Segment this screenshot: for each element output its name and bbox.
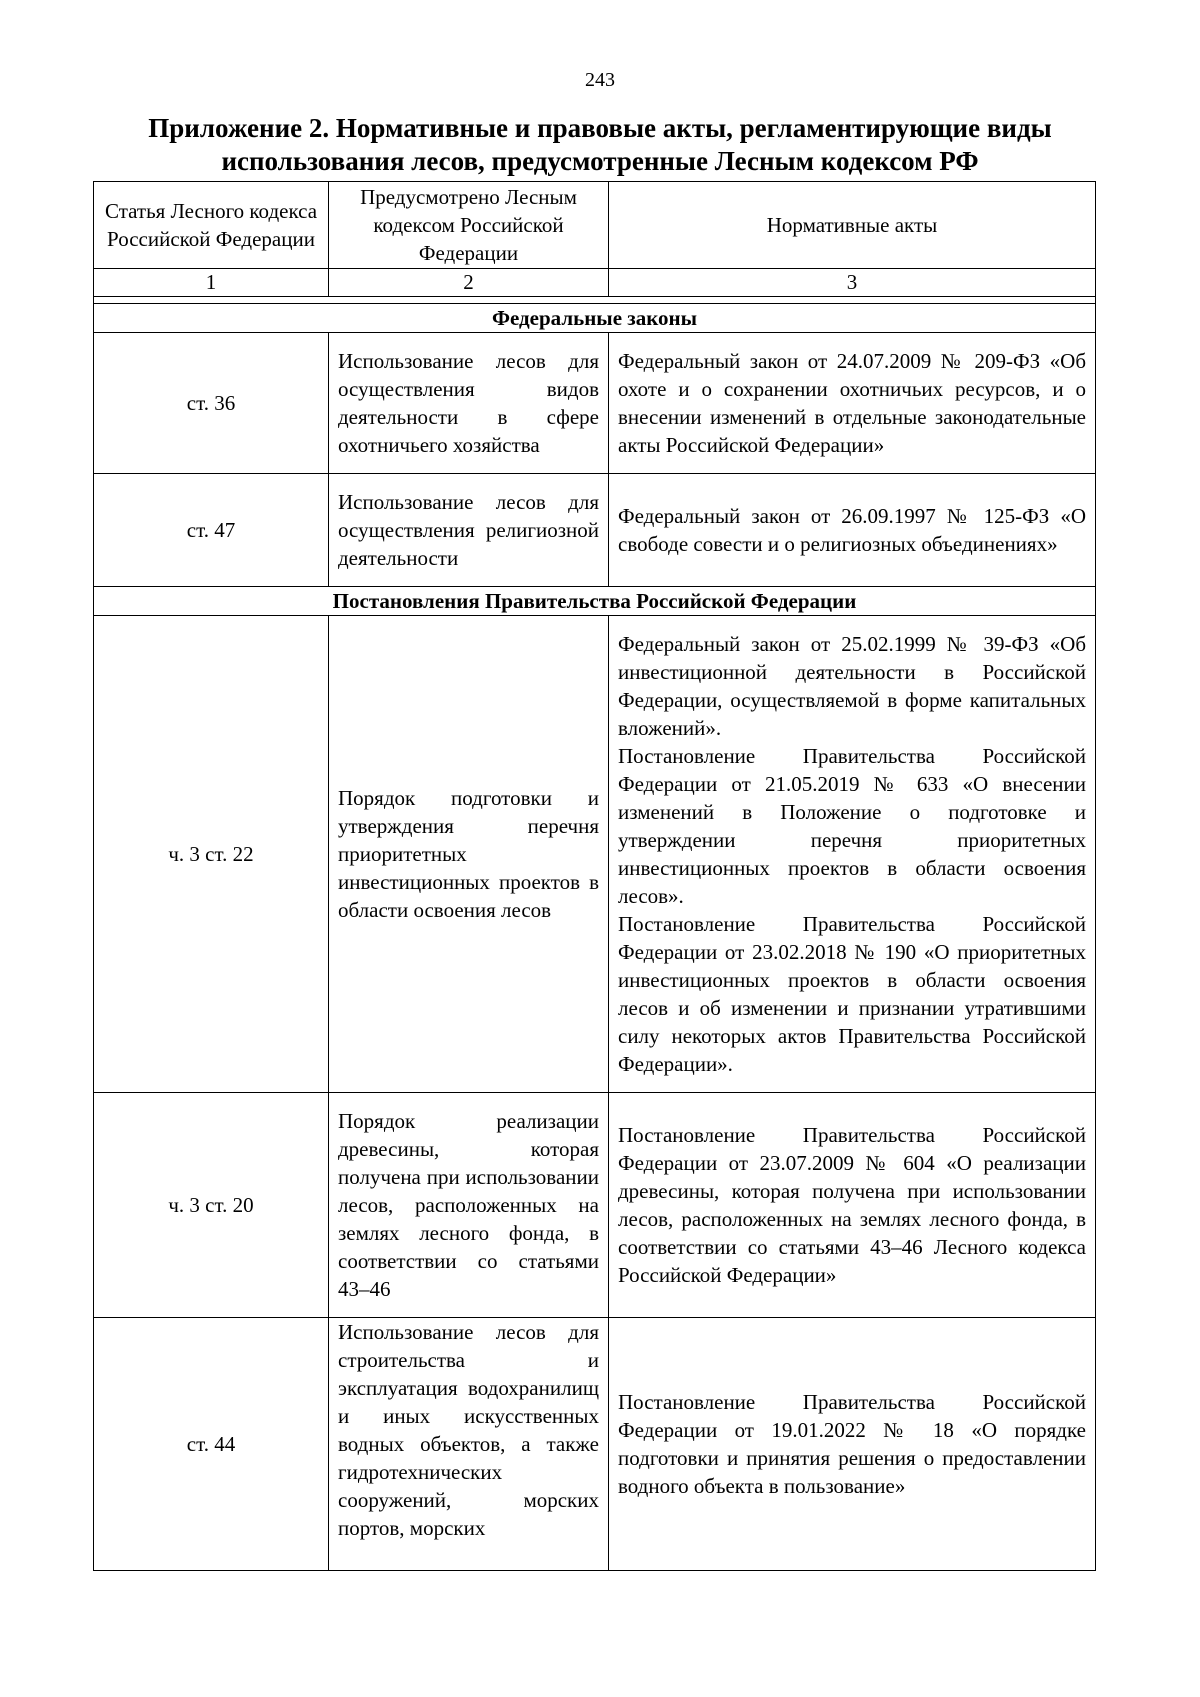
table-header-row [94, 182, 1096, 269]
provision-cell: Порядок реализации древесины, которая получена при использовании лесов, расположенных на землях лесного фонда, в соответствии со статьями 43–46 [329, 1093, 609, 1318]
header-provision: Предусмотрено Лесным кодексом Российской Федерации [329, 182, 609, 269]
table-row [94, 1318, 1096, 1571]
article-cell: ч. 3 ст. 22 [94, 616, 329, 1093]
acts-cell [609, 474, 1096, 587]
section-header-row [94, 587, 1096, 616]
table-spacer [94, 297, 1096, 304]
article-cell: ст. 47 [94, 474, 329, 587]
provision-cell: Использование лесов для осуществления религиозной деятельности [329, 474, 609, 587]
table-row [94, 1093, 1096, 1318]
act-text: Постановление Правительства Российской Федерации от 23.02.2018 № 190 «О приоритетных инвестиционных проектов в области освоения лесов и об изменении и признании утратившими силу некоторых актов Правительства Российской Федерации». [618, 912, 1086, 1076]
table-row [94, 616, 1096, 1093]
section-title: Федеральные законы [94, 304, 1096, 333]
acts-cell [609, 616, 1096, 1093]
header-article: Статья Лесного кодекса Российской Федерации [94, 182, 329, 269]
provision-cell: Использование лесов для строительства и эксплуатация водохранилищ и иных искусственных водных объектов, а также гидротехнических сооружений, морских портов, морских [329, 1318, 609, 1571]
section-title: Постановления Правительства Российской Федерации [94, 587, 1096, 616]
table-row [94, 474, 1096, 587]
section-header-row [94, 304, 1096, 333]
act-text: Федеральный закон от 24.07.2009 № 209-ФЗ «Об охоте и о сохранении охотничьих ресурсов, и о внесении изменений в отдельные законодательные акты Российской Федерации» [618, 349, 1086, 457]
column-number: 3 [609, 269, 1096, 297]
page-title [90, 112, 1110, 178]
page-title-line-2: использования лесов, предусмотренные Лесным кодексом РФ [221, 146, 979, 176]
act-text: Постановление Правительства Российской Федерации от 23.07.2009 № 604 «О реализации древесины, которая получена при использовании лесов, расположенных на землях лесного фонда, в соответствии со статьями 43–46 Лесного кодекса Российской Федерации» [618, 1123, 1086, 1287]
act-text: Федеральный закон от 26.09.1997 № 125-ФЗ «О свободе совести и о религиозных объединениях» [618, 504, 1086, 556]
provision-cell: Порядок подготовки и утверждения перечня приоритетных инвестиционных проектов в области освоения лесов [329, 616, 609, 1093]
act-text: Федеральный закон от 25.02.1999 № 39-ФЗ «Об инвестиционной деятельности в Российской Федерации, осуществляемой в форме капитальных вложений». [618, 632, 1086, 740]
act-text: Постановление Правительства Российской Федерации от 21.05.2019 № 633 «О внесении изменений в Положение о подготовке и утверждении перечня приоритетных инвестиционных проектов в области освоения лесов». [618, 744, 1086, 908]
article-cell: ч. 3 ст. 20 [94, 1093, 329, 1318]
article-cell: ст. 44 [94, 1318, 329, 1571]
page-title-line-1: Приложение 2. Нормативные и правовые акты, регламентирующие виды [148, 113, 1052, 143]
provision-cell: Использование лесов для осуществления видов деятельности в сфере охотничьего хозяйства [329, 333, 609, 474]
column-number: 2 [329, 269, 609, 297]
column-number-row [94, 269, 1096, 297]
article-cell: ст. 36 [94, 333, 329, 474]
column-number: 1 [94, 269, 329, 297]
acts-cell [609, 1093, 1096, 1318]
act-text: Постановление Правительства Российской Федерации от 19.01.2022 № 18 «О порядке подготовки и принятия решения о предоставлении водного объекта в пользование» [618, 1390, 1086, 1498]
table-row [94, 333, 1096, 474]
acts-cell [609, 1318, 1096, 1571]
header-acts: Нормативные акты [609, 182, 1096, 269]
acts-cell [609, 333, 1096, 474]
page-number: 243 [585, 69, 615, 91]
legal-acts-table [93, 181, 1096, 1571]
